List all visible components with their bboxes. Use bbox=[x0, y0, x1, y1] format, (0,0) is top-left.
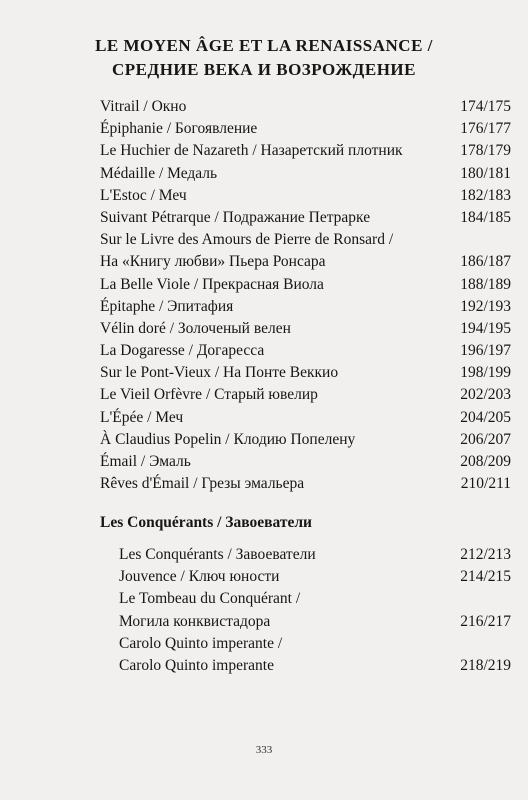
toc-entry bbox=[100, 296, 511, 318]
toc-entry-pages: 174/175 bbox=[460, 98, 511, 115]
toc-entry-title: Vélin doré / Золоченый велен bbox=[100, 319, 291, 337]
toc-entry-pages: 212/213 bbox=[460, 546, 511, 563]
toc-entry-pages: 210/211 bbox=[460, 475, 511, 493]
toc-entry bbox=[100, 451, 511, 473]
toc-entry-title: Épiphanie / Богоявление bbox=[100, 120, 258, 138]
toc-entry-pages: 182/183 bbox=[460, 186, 511, 204]
toc-entry bbox=[100, 407, 511, 429]
toc-entry-pages: 184/185 bbox=[460, 208, 511, 226]
toc-entry bbox=[119, 588, 511, 610]
toc-entry-pages: 202/203 bbox=[460, 386, 511, 404]
toc-entry-title: Могила конквистадора bbox=[119, 612, 271, 630]
toc-entry bbox=[100, 207, 511, 229]
toc-entry bbox=[100, 118, 511, 140]
toc-entry-title: À Claudius Popelin / Клодию Попелену bbox=[100, 430, 356, 448]
toc-entry-pages: 216/217 bbox=[460, 612, 511, 630]
toc-entry-title: Carolo Quinto imperante bbox=[119, 656, 274, 674]
toc-entry-pages: 208/209 bbox=[460, 453, 511, 470]
toc-entry bbox=[100, 318, 511, 340]
toc-entry-pages: 196/197 bbox=[460, 342, 511, 360]
toc-entry-pages: 180/181 bbox=[460, 164, 511, 182]
toc-entry-title: Carolo Quinto imperante / bbox=[119, 634, 283, 652]
toc-entry bbox=[100, 96, 511, 118]
toc-entry bbox=[119, 655, 511, 677]
toc-entry-pages: 186/187 bbox=[460, 253, 511, 271]
toc-entry bbox=[100, 163, 511, 185]
toc-entry bbox=[100, 185, 511, 207]
toc-entry-pages: 176/177 bbox=[460, 120, 511, 138]
toc-entry-title: Sur le Pont-Vieux / На Понте Веккио bbox=[100, 364, 339, 382]
toc-entry-pages: 198/199 bbox=[460, 364, 511, 382]
toc-entry-pages: 194/195 bbox=[460, 319, 511, 337]
toc-entry-title: L'Estoc / Меч bbox=[100, 186, 187, 204]
toc-entry-title: Les Conquérants / Завоеватели bbox=[119, 546, 316, 563]
toc-entry-title: Émail / Эмаль bbox=[100, 453, 191, 470]
toc-entry-pages: 192/193 bbox=[460, 297, 511, 315]
toc-entry bbox=[100, 274, 511, 296]
toc-entry-title: La Dogaresse / Догаресса bbox=[100, 342, 265, 360]
toc-entry bbox=[100, 473, 511, 495]
toc-entry-title: Épitaphe / Эпитафия bbox=[100, 297, 234, 315]
toc-entry-title: Le Tombeau du Conquérant / bbox=[119, 590, 301, 608]
toc-entry-pages: 206/207 bbox=[460, 430, 511, 448]
toc-entry bbox=[119, 633, 511, 655]
toc-entry-title: Vitrail / Окно bbox=[100, 98, 187, 115]
toc-entry-title: Sur le Livre des Amours de Pierre de Ronsard / bbox=[100, 231, 394, 249]
toc-entry-title: Médaille / Медаль bbox=[100, 164, 218, 182]
chapter-heading-line1: LE MOYEN ÂGE ET LA RENAISSANCE / bbox=[95, 36, 433, 55]
toc-entry-title: Le Vieil Orfèvre / Старый ювелир bbox=[100, 386, 318, 404]
toc-entry-pages: 214/215 bbox=[460, 568, 511, 586]
toc-entry bbox=[100, 251, 511, 273]
section-toc-list bbox=[119, 544, 511, 677]
toc-entry bbox=[119, 611, 511, 633]
toc-entry-title: Jouvence / Ключ юности bbox=[119, 568, 280, 586]
toc-entry bbox=[119, 566, 511, 588]
toc-entry bbox=[119, 544, 511, 566]
toc-entry bbox=[100, 340, 511, 362]
toc-entry-title: На «Книгу любви» Пьера Ронсара bbox=[100, 253, 326, 271]
page-number: 333 bbox=[255, 744, 273, 756]
chapter-heading-line2: СРЕДНИЕ ВЕКА И ВОЗРОЖДЕНИЕ bbox=[112, 60, 416, 79]
toc-entry-pages: 218/219 bbox=[460, 656, 511, 674]
toc-list bbox=[100, 96, 511, 495]
toc-entry-title: Rêves d'Émail / Грезы эмальера bbox=[100, 475, 305, 493]
toc-entry-pages: 188/189 bbox=[460, 275, 511, 293]
toc-entry-title: La Belle Viole / Прекрасная Виола bbox=[100, 275, 324, 293]
toc-entry bbox=[100, 229, 511, 251]
toc-entry bbox=[100, 140, 511, 162]
toc-entry-title: Le Huchier de Nazareth / Назаретский плотник bbox=[100, 142, 403, 160]
toc-entry bbox=[100, 384, 511, 406]
section-heading: Les Conquérants / Завоеватели bbox=[100, 514, 312, 531]
toc-entry-title: Suivant Pétrarque / Подражание Петрарке bbox=[100, 208, 371, 226]
toc-entry bbox=[100, 429, 511, 451]
toc-entry-pages: 178/179 bbox=[460, 142, 511, 160]
toc-entry-title: L'Épée / Меч bbox=[100, 408, 184, 426]
toc-entry bbox=[100, 362, 511, 384]
toc-entry-pages: 204/205 bbox=[460, 408, 511, 426]
